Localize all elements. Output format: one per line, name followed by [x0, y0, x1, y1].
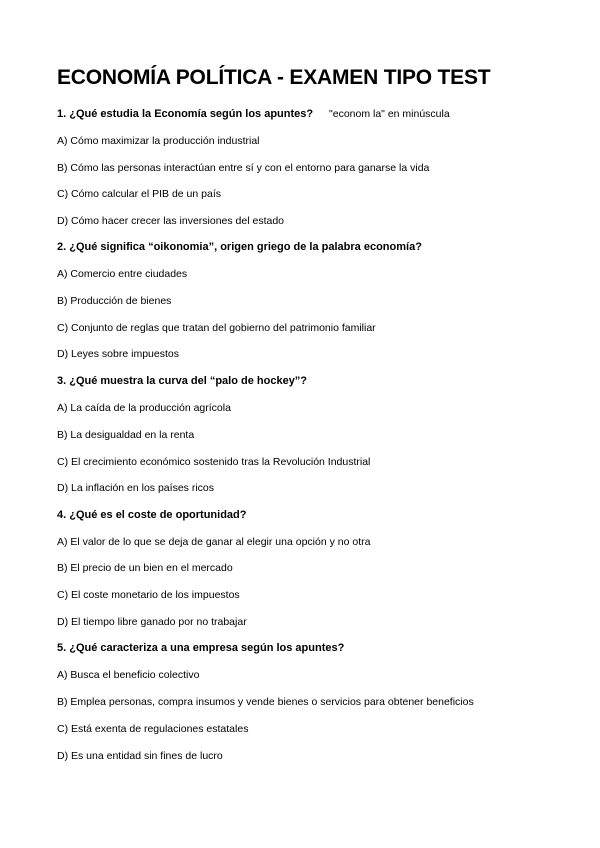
question-3-option-b: B) La desigualdad en la renta [57, 429, 195, 441]
question-2-option-b: B) Producción de bienes [57, 295, 172, 307]
question-4-option-b: B) El precio de un bien en el mercado [57, 562, 233, 574]
annotation-note: "econom la" en minúscula [329, 108, 450, 120]
question-3-option-c: C) El crecimiento económico sostenido tras la Revolución Industrial [57, 456, 371, 468]
question-1-option-a: A) Cómo maximizar la producción industrial [57, 135, 260, 147]
question-3-option-a: A) La caída de la producción agrícola [57, 402, 231, 414]
question-5: 5. ¿Qué caracteriza a una empresa según los apuntes? [57, 642, 345, 654]
question-5-option-d: D) Es una entidad sin fines de lucro [57, 750, 223, 762]
question-1: 1. ¿Qué estudia la Economía según los apuntes? [57, 108, 314, 120]
question-4: 4. ¿Qué es el coste de oportunidad? [57, 509, 247, 521]
question-2-option-a: A) Comercio entre ciudades [57, 268, 188, 280]
question-5-option-c: C) Está exenta de regulaciones estatales [57, 723, 249, 735]
question-1-option-d: D) Cómo hacer crecer las inversiones del estado [57, 215, 285, 227]
question-4-option-c: C) El coste monetario de los impuestos [57, 589, 240, 601]
question-1-option-c: C) Cómo calcular el PIB de un país [57, 188, 221, 200]
question-3: 3. ¿Qué muestra la curva del “palo de hockey”? [57, 375, 308, 387]
question-2-option-c: C) Conjunto de reglas que tratan del gobierno del patrimonio familiar [57, 322, 376, 334]
question-2: 2. ¿Qué significa “oikonomia”, origen griego de la palabra economía? [57, 241, 422, 253]
question-4-option-a: A) El valor de lo que se deja de ganar al elegir una opción y no otra [57, 536, 371, 548]
question-5-option-a: A) Busca el beneficio colectivo [57, 669, 200, 681]
question-4-option-d: D) El tiempo libre ganado por no trabajar [57, 616, 247, 628]
question-5-option-b: B) Emplea personas, compra insumos y vende bienes o servicios para obtener beneficios [57, 696, 474, 708]
question-1-option-b: B) Cómo las personas interactúan entre sí y con el entorno para ganarse la vida [57, 162, 430, 174]
page-title: ECONOMÍA POLÍTICA - EXAMEN TIPO TEST [57, 66, 491, 89]
question-3-option-d: D) La inflación en los países ricos [57, 482, 214, 494]
question-2-option-d: D) Leyes sobre impuestos [57, 348, 179, 360]
